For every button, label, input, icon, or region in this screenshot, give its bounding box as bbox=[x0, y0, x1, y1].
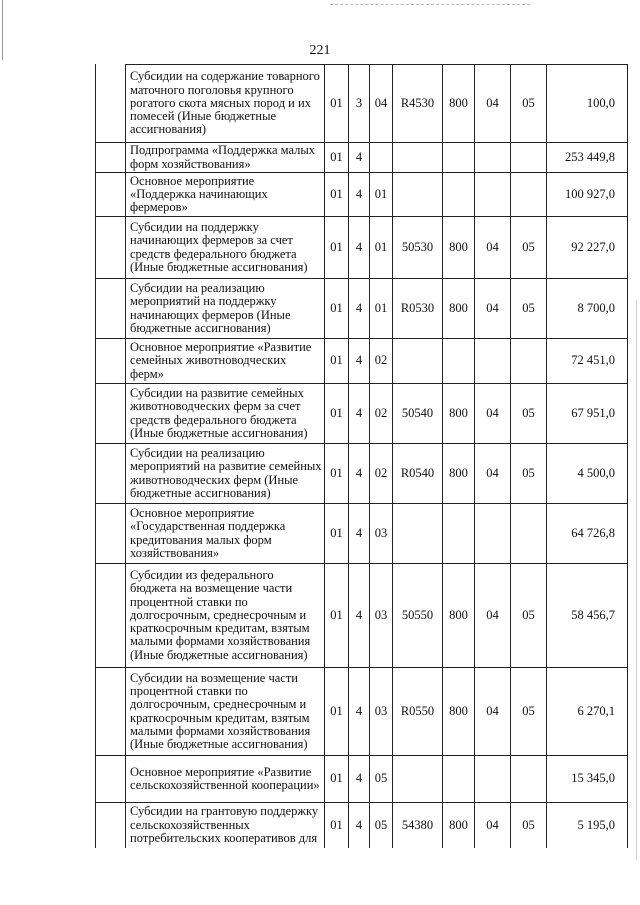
table-row bbox=[96, 564, 628, 668]
table-row bbox=[96, 339, 628, 384]
subprogram-code-cell: 4 bbox=[349, 217, 370, 279]
row-number-cell bbox=[96, 756, 126, 803]
row-number-cell bbox=[96, 173, 126, 217]
program-code-cell: 01 bbox=[325, 756, 349, 803]
amount-cell: 4 500,0 bbox=[547, 444, 628, 504]
table-row bbox=[96, 384, 628, 444]
subprogram-code-cell: 4 bbox=[349, 756, 370, 803]
activity-code-cell: 02 bbox=[370, 384, 393, 444]
row-number-cell bbox=[96, 504, 126, 564]
amount-cell: 5 195,0 bbox=[547, 803, 628, 848]
program-code-cell: 01 bbox=[325, 384, 349, 444]
program-code-cell: 01 bbox=[325, 339, 349, 384]
table-row bbox=[96, 143, 628, 173]
direction-code-cell: 50540 bbox=[393, 384, 443, 444]
activity-code-cell: 03 bbox=[370, 564, 393, 668]
program-code-cell: 01 bbox=[325, 279, 349, 339]
subsection-cell bbox=[511, 504, 547, 564]
activity-code-cell: 03 bbox=[370, 504, 393, 564]
activity-code-cell: 05 bbox=[370, 756, 393, 803]
program-code-cell: 01 bbox=[325, 143, 349, 173]
direction-code-cell: 50550 bbox=[393, 564, 443, 668]
expense-type-cell: 800 bbox=[443, 564, 475, 668]
program-code-cell: 01 bbox=[325, 65, 349, 143]
subprogram-code-cell: 4 bbox=[349, 504, 370, 564]
activity-code-cell: 02 bbox=[370, 339, 393, 384]
subsection-cell: 05 bbox=[511, 217, 547, 279]
row-number-cell bbox=[96, 803, 126, 848]
subsection-cell bbox=[511, 339, 547, 384]
subsection-cell bbox=[511, 756, 547, 803]
program-code-cell: 01 bbox=[325, 444, 349, 504]
row-name-cell: Субсидии на поддержку начинающих фермеров за счет средств федерального бюджета (Иные бюджетные ассигнования) bbox=[126, 217, 325, 279]
table-row bbox=[96, 173, 628, 217]
program-code-cell: 01 bbox=[325, 564, 349, 668]
subsection-cell: 05 bbox=[511, 384, 547, 444]
direction-code-cell: 54380 bbox=[393, 803, 443, 848]
expense-type-cell: 800 bbox=[443, 217, 475, 279]
section-cell: 04 bbox=[475, 65, 511, 143]
row-name-cell: Субсидии на содержание товарного маточного поголовья крупного рогатого скота мясных пород и их помесей (Иные бюджетные ассигнования) bbox=[126, 65, 325, 143]
expense-type-cell bbox=[443, 339, 475, 384]
program-code-cell: 01 bbox=[325, 217, 349, 279]
subsection-cell bbox=[511, 143, 547, 173]
program-code-cell: 01 bbox=[325, 668, 349, 756]
section-cell bbox=[475, 339, 511, 384]
row-number-cell bbox=[96, 668, 126, 756]
row-name-cell: Субсидии на возмещение части процентной ставки по долгосрочным, среднесрочным и краткосрочным кредитам, взятым малыми формами хозяйствования (Иные бюджетные ассигнования) bbox=[126, 668, 325, 756]
row-number-cell bbox=[96, 384, 126, 444]
section-cell: 04 bbox=[475, 564, 511, 668]
activity-code-cell: 01 bbox=[370, 173, 393, 217]
row-name-cell: Основное мероприятие «Развитие семейных животноводческих ферм» bbox=[126, 339, 325, 384]
section-cell bbox=[475, 756, 511, 803]
row-number-cell bbox=[96, 279, 126, 339]
header-rule bbox=[330, 4, 530, 5]
direction-code-cell bbox=[393, 339, 443, 384]
section-cell: 04 bbox=[475, 444, 511, 504]
subprogram-code-cell: 4 bbox=[349, 668, 370, 756]
direction-code-cell bbox=[393, 143, 443, 173]
amount-cell: 8 700,0 bbox=[547, 279, 628, 339]
direction-code-cell: R4530 bbox=[393, 65, 443, 143]
section-cell: 04 bbox=[475, 668, 511, 756]
expense-type-cell: 800 bbox=[443, 279, 475, 339]
table-row bbox=[96, 668, 628, 756]
amount-cell: 15 345,0 bbox=[547, 756, 628, 803]
row-number-cell bbox=[96, 339, 126, 384]
row-number-cell bbox=[96, 65, 126, 143]
section-cell: 04 bbox=[475, 803, 511, 848]
table-row bbox=[96, 217, 628, 279]
subsection-cell: 05 bbox=[511, 564, 547, 668]
subsection-cell: 05 bbox=[511, 803, 547, 848]
direction-code-cell: R0550 bbox=[393, 668, 443, 756]
row-name-cell: Основное мероприятие «Поддержка начинающих фермеров» bbox=[126, 173, 325, 217]
expense-type-cell bbox=[443, 756, 475, 803]
direction-code-cell bbox=[393, 504, 443, 564]
table-row bbox=[96, 444, 628, 504]
subprogram-code-cell: 4 bbox=[349, 564, 370, 668]
amount-cell: 58 456,7 bbox=[547, 564, 628, 668]
direction-code-cell: R0540 bbox=[393, 444, 443, 504]
amount-cell: 100,0 bbox=[547, 65, 628, 143]
expense-type-cell bbox=[443, 143, 475, 173]
row-name-cell: Субсидии на грантовую поддержку сельскохозяйственных потребительских кооперативов для bbox=[126, 803, 325, 848]
subprogram-code-cell: 4 bbox=[349, 173, 370, 217]
section-cell bbox=[475, 504, 511, 564]
amount-cell: 64 726,8 bbox=[547, 504, 628, 564]
row-name-cell: Субсидии из федерального бюджета на возмещение части процентной ставки по долгосрочным, среднесрочным и краткосрочным кредитам, взятым малыми формами хозяйствования (Иные бюджетные ассигнования) bbox=[126, 564, 325, 668]
subprogram-code-cell: 3 bbox=[349, 65, 370, 143]
row-name-cell: Субсидии на развитие семейных животноводческих ферм за счет средств федерального бюджета (Иные бюджетные ассигнования) bbox=[126, 384, 325, 444]
activity-code-cell: 04 bbox=[370, 65, 393, 143]
amount-cell: 6 270,1 bbox=[547, 668, 628, 756]
row-number-cell bbox=[96, 564, 126, 668]
activity-code-cell: 03 bbox=[370, 668, 393, 756]
row-name-cell: Основное мероприятие «Государственная поддержка кредитования малых форм хозяйствования» bbox=[126, 504, 325, 564]
subprogram-code-cell: 4 bbox=[349, 444, 370, 504]
subsection-cell: 05 bbox=[511, 444, 547, 504]
amount-cell: 92 227,0 bbox=[547, 217, 628, 279]
section-cell: 04 bbox=[475, 384, 511, 444]
subprogram-code-cell: 4 bbox=[349, 279, 370, 339]
direction-code-cell bbox=[393, 756, 443, 803]
table-row bbox=[96, 803, 628, 848]
right-page-edge bbox=[636, 300, 637, 860]
program-code-cell: 01 bbox=[325, 803, 349, 848]
table-row bbox=[96, 65, 628, 143]
table-row bbox=[96, 756, 628, 803]
amount-cell: 100 927,0 bbox=[547, 173, 628, 217]
subprogram-code-cell: 4 bbox=[349, 339, 370, 384]
budget-table bbox=[95, 64, 628, 848]
row-name-cell: Субсидии на реализацию мероприятий на поддержку начинающих фермеров (Иные бюджетные ассигнования) bbox=[126, 279, 325, 339]
section-cell: 04 bbox=[475, 217, 511, 279]
subsection-cell: 05 bbox=[511, 668, 547, 756]
amount-cell: 253 449,8 bbox=[547, 143, 628, 173]
page-number: 221 bbox=[309, 43, 331, 58]
table-row bbox=[96, 504, 628, 564]
section-cell bbox=[475, 173, 511, 217]
program-code-cell: 01 bbox=[325, 173, 349, 217]
direction-code-cell: R0530 bbox=[393, 279, 443, 339]
activity-code-cell: 05 bbox=[370, 803, 393, 848]
row-number-cell bbox=[96, 217, 126, 279]
subsection-cell: 05 bbox=[511, 65, 547, 143]
expense-type-cell: 800 bbox=[443, 384, 475, 444]
subprogram-code-cell: 4 bbox=[349, 384, 370, 444]
activity-code-cell bbox=[370, 143, 393, 173]
expense-type-cell bbox=[443, 504, 475, 564]
subsection-cell: 05 bbox=[511, 279, 547, 339]
activity-code-cell: 02 bbox=[370, 444, 393, 504]
amount-cell: 67 951,0 bbox=[547, 384, 628, 444]
row-number-cell bbox=[96, 444, 126, 504]
program-code-cell: 01 bbox=[325, 504, 349, 564]
direction-code-cell bbox=[393, 173, 443, 217]
subprogram-code-cell: 4 bbox=[349, 143, 370, 173]
row-name-cell: Основное мероприятие «Развитие сельскохозяйственной кооперации» bbox=[126, 756, 325, 803]
subsection-cell bbox=[511, 173, 547, 217]
expense-type-cell: 800 bbox=[443, 65, 475, 143]
row-name-cell: Подпрограмма «Поддержка малых форм хозяйствования» bbox=[126, 143, 325, 173]
subprogram-code-cell: 4 bbox=[349, 803, 370, 848]
activity-code-cell: 01 bbox=[370, 217, 393, 279]
expense-type-cell bbox=[443, 173, 475, 217]
direction-code-cell: 50530 bbox=[393, 217, 443, 279]
row-number-cell bbox=[96, 143, 126, 173]
expense-type-cell: 800 bbox=[443, 668, 475, 756]
row-name-cell: Субсидии на реализацию мероприятий на развитие семейных животноводческих ферм (Иные бюджетные ассигнования) bbox=[126, 444, 325, 504]
section-cell bbox=[475, 143, 511, 173]
expense-type-cell: 800 bbox=[443, 803, 475, 848]
expense-type-cell: 800 bbox=[443, 444, 475, 504]
amount-cell: 72 451,0 bbox=[547, 339, 628, 384]
section-cell: 04 bbox=[475, 279, 511, 339]
activity-code-cell: 01 bbox=[370, 279, 393, 339]
table-row bbox=[96, 279, 628, 339]
